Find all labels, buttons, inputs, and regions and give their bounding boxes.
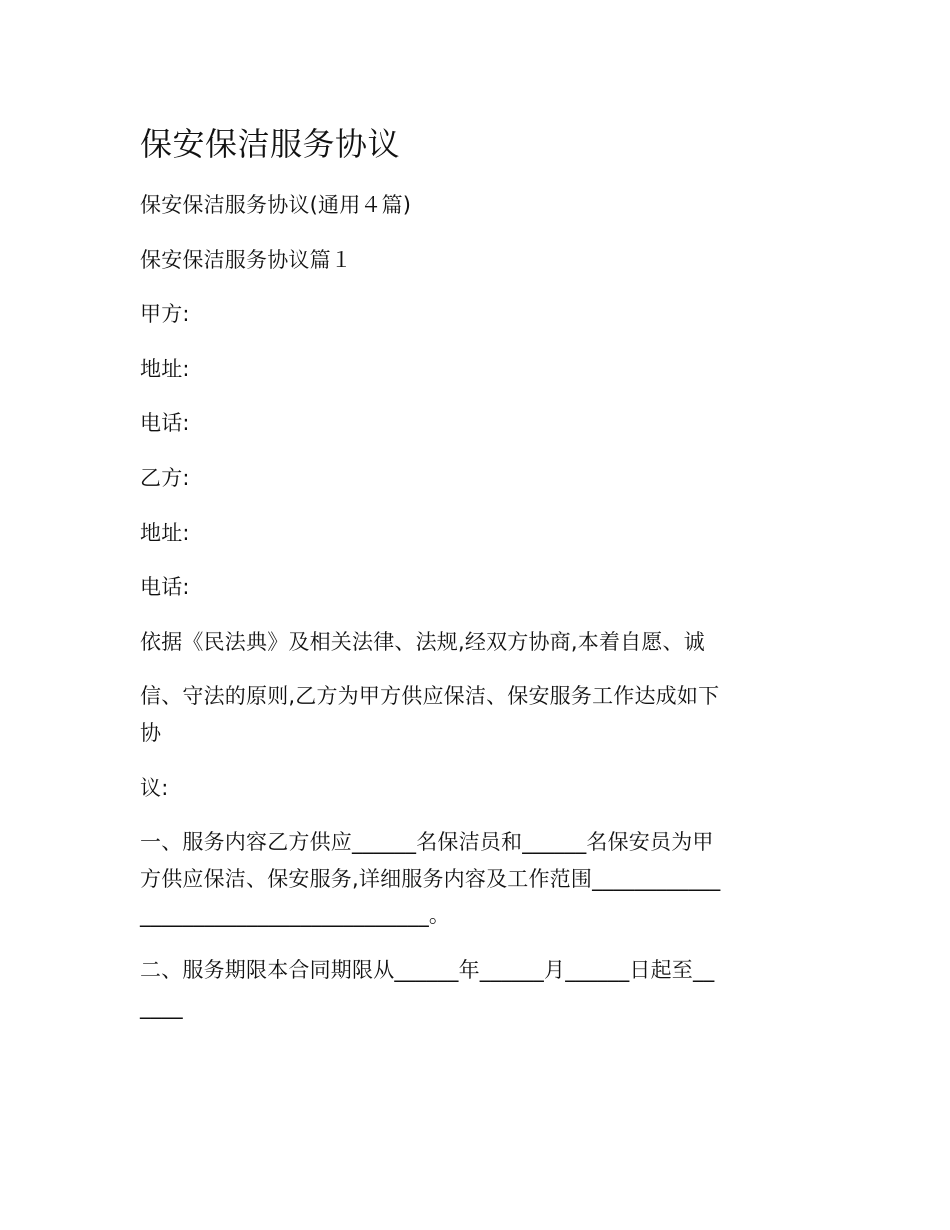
party-a-address: 地址:: [140, 357, 190, 381]
party-a-label: 甲方:: [140, 302, 190, 326]
clause-1-line: 方供应保洁、保安服务,详细服务内容及工作范围____________: [140, 867, 721, 891]
party-b-address: 地址:: [140, 521, 190, 545]
clause-1-line: 一、服务内容乙方供应______名保洁员和______名保安员为甲: [140, 830, 714, 854]
party-b-phone: 电话:: [140, 575, 190, 599]
clause-1-line: ___________________________。: [140, 903, 451, 927]
section-heading: 保安保洁服务协议篇１: [140, 248, 352, 272]
clause-2-line: ____: [140, 995, 183, 1019]
clause-2-line: 二、服务期限本合同期限从______年______月______日起至__: [140, 958, 715, 982]
document-title: 保安保洁服务协议: [140, 125, 401, 163]
party-b-label: 乙方:: [140, 466, 190, 490]
party-a-phone: 电话:: [140, 411, 190, 435]
document-subtitle: 保安保洁服务协议(通用４篇): [140, 193, 412, 217]
preamble-line: 议:: [140, 776, 169, 800]
preamble-line: 信、守法的原则,乙方为甲方供应保洁、保安服务工作达成如下: [140, 684, 720, 708]
preamble-line: 协: [140, 721, 162, 745]
preamble-line: 依据《民法典》及相关法律、法规,经双方协商,本着自愿、诚: [140, 630, 705, 654]
